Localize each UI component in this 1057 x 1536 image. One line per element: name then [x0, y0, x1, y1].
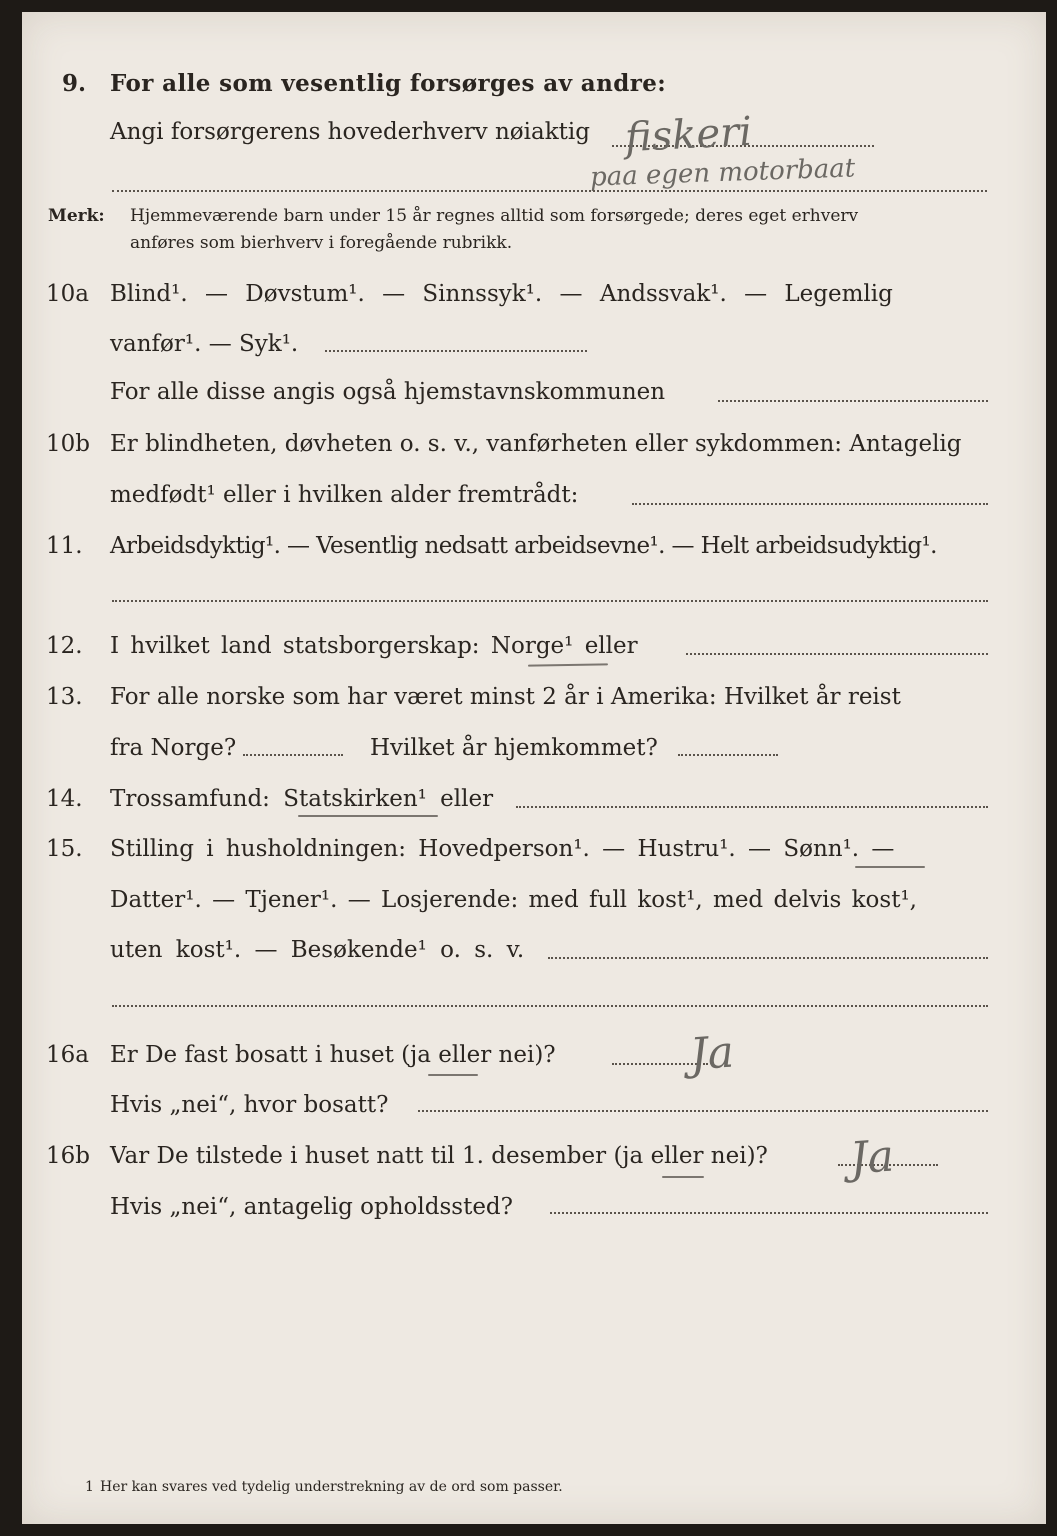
q10b-number: 10b [46, 431, 90, 457]
q10b-answer-line [632, 503, 988, 505]
q16a-residence-label: Hvis „nei“, hvor bosatt? [110, 1092, 389, 1118]
q15-sonn-underline [855, 866, 925, 868]
q15-options-end: uten kost¹. — Besøkende¹ o. s. v. [110, 937, 525, 963]
q14-answer-line [516, 806, 988, 808]
q16b-whereabouts-label: Hvis „nei“, antagelig opholdssted? [110, 1194, 513, 1220]
q16b-whereabouts-line [550, 1212, 988, 1214]
q13-emigrated-line [243, 754, 343, 756]
q16a-handwritten-answer: Ja [688, 1026, 736, 1081]
q16a-residence-line [418, 1110, 988, 1112]
q12-question: I hvilket land statsborgerskap: Norge¹ eller [110, 633, 638, 659]
q16b-question: Var De tilstede i huset natt til 1. desember (ja eller nei)? [110, 1143, 768, 1169]
q10a-options-cont: vanfør¹. — Syk¹. [110, 331, 299, 357]
q10b-question: Er blindheten, døvheten o. s. v., vanførheten eller sykdommen: Antagelig [110, 431, 962, 457]
q12-answer-line [686, 653, 988, 655]
q9-handwritten-occupation: fiskeri [623, 108, 754, 162]
q13-returned-label: Hvilket år hjemkommet? [370, 735, 658, 761]
q16b-handwritten-answer: Ja [848, 1130, 896, 1185]
q15-options-cont: Datter¹. — Tjener¹. — Losjerende: med full kost¹, med delvis kost¹, [110, 887, 917, 913]
q10a-answer-line [325, 350, 587, 352]
q12-number: 12. [46, 633, 83, 659]
q10b-question-cont: medfødt¹ eller i hvilken alder fremtrådt: [110, 482, 579, 508]
q10a-municipality-line [718, 400, 988, 402]
q13-number: 13. [46, 684, 83, 710]
q15-options: Stilling i husholdningen: Hovedperson¹. — Hustru¹. — Sønn¹. — [110, 836, 895, 862]
q14-number: 14. [46, 786, 83, 812]
q9-number: 9. [62, 70, 87, 97]
footnote-text: Her kan svares ved tydelig understrekning av de ord som passer. [100, 1479, 563, 1495]
q13-returned-line [678, 754, 778, 756]
merk-text-1: Hjemmeværende barn under 15 år regnes alltid som forsørgede; deres eget erhverv [130, 206, 859, 226]
q16a-ja-underline [428, 1074, 478, 1076]
q13-emigrated-label: fra Norge? [110, 735, 237, 761]
q16b-number: 16b [46, 1143, 90, 1169]
q10a-options: Blind¹. — Døvstum¹. — Sinnssyk¹. — Andssvak¹. — Legemlig [110, 281, 893, 307]
merk-label: Merk: [48, 206, 105, 226]
q15-second-line [112, 1005, 988, 1007]
q10a-home-municipality-label: For alle disse angis også hjemstavnskommunen [110, 379, 666, 405]
q9-second-line [112, 190, 987, 192]
q16b-ja-underline [662, 1176, 704, 1178]
merk-text-2: anføres som bierhverv i foregående rubrikk. [130, 233, 513, 253]
q10a-number: 10a [46, 281, 89, 307]
q9-label: Angi forsørgerens hovederhverv nøiaktig [110, 119, 590, 145]
q14-question: Trossamfund: Statskirken¹ eller [110, 786, 494, 812]
q16a-question: Er De fast bosatt i huset (ja eller nei)? [110, 1042, 556, 1068]
q14-statskirken-underline [298, 815, 438, 817]
q11-options: Arbeidsdyktig¹. — Vesentlig nedsatt arbeidsevne¹. — Helt arbeidsudyktig¹. [110, 533, 937, 559]
q11-answer-line [112, 600, 988, 602]
q13-question: For alle norske som har været minst 2 år i Amerika: Hvilket år reist [110, 684, 901, 710]
q11-number: 11. [46, 533, 83, 559]
q9-handwritten-detail: paa egen motorbaat [589, 153, 856, 193]
q9-title: For alle som vesentlig forsørges av andre: [110, 70, 667, 97]
footnote-mark: 1 [85, 1479, 94, 1495]
q15-answer-line [548, 957, 988, 959]
q15-number: 15. [46, 836, 83, 862]
q16a-number: 16a [46, 1042, 89, 1068]
